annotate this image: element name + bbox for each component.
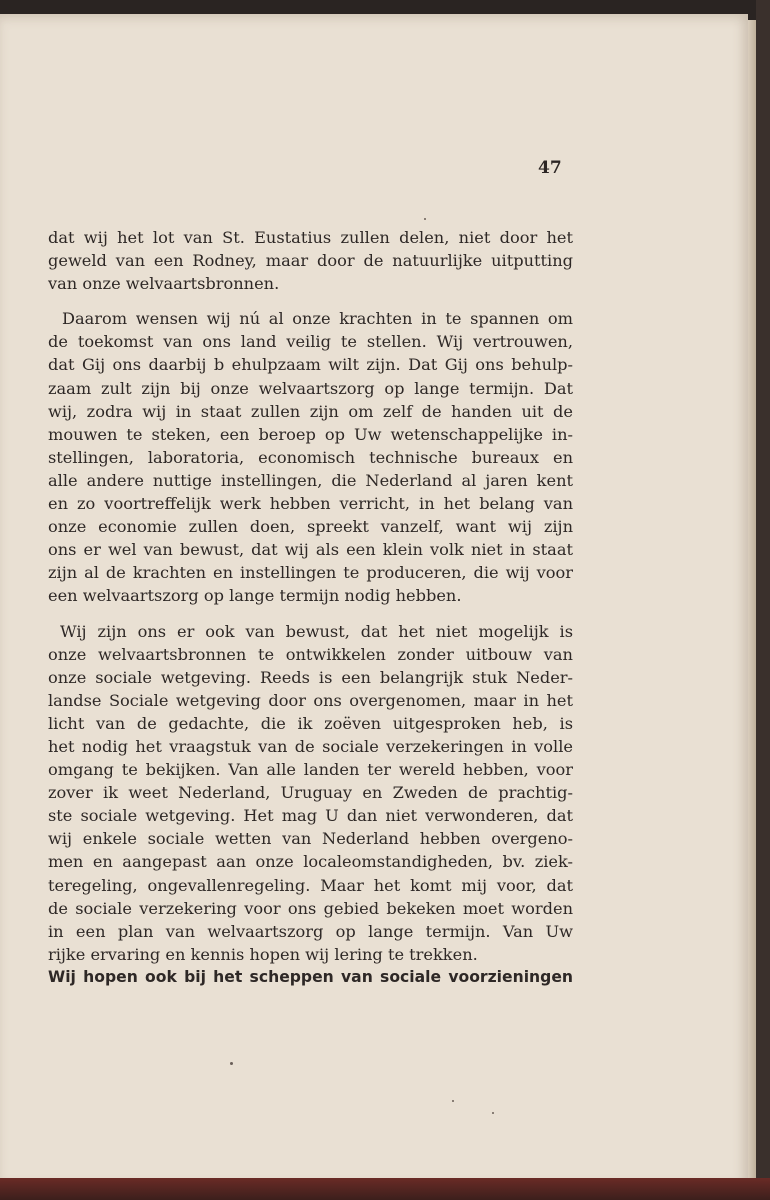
text-line: licht van de gedachte, die ik zoëven uitgesproken heb, is: [48, 713, 573, 733]
text-line: landse Sociale wetgeving door ons overgenomen, maar in het: [48, 690, 573, 710]
paragraph: [48, 620, 573, 966]
page-number: 47: [538, 158, 562, 178]
page-edge: [748, 20, 756, 1180]
text-line: de toekomst van ons land veilig te stellen. Wij vertrouwen,: [48, 332, 573, 352]
text-line: wij enkele sociale wetten van Nederland hebben overgeno-: [48, 829, 573, 849]
text-line: en zo voortreffelijk werk hebben verricht, in het belang van: [48, 494, 573, 514]
text-line: onze welvaartsbronnen te ontwikkelen zonder uitbouw van: [48, 644, 573, 664]
book-binding: [0, 1178, 770, 1200]
text-line: Daarom wensen wij nú al onze krachten in te spannen om: [62, 309, 573, 329]
text-line: ste sociale wetgeving. Het mag U dan niet verwonderen, dat: [48, 806, 573, 826]
paragraph: [48, 226, 573, 295]
text-line: rijke ervaring en kennis hopen wij lering te trekken.: [48, 944, 478, 964]
text-line: in een plan van welvaartszorg op lange termijn. Van Uw: [48, 921, 573, 941]
paper-speck: [424, 218, 426, 220]
text-line: zijn al de krachten en instellingen te produceren, die wij voor: [48, 563, 573, 583]
text-line: wij, zodra wij in staat zullen zijn om zelf de handen uit de: [48, 401, 573, 421]
text-line: stellingen, laboratoria, economisch technische bureaux en: [48, 447, 573, 467]
text-line: Wij hopen ook bij het scheppen van sociale voorzieningen: [48, 967, 573, 986]
paper-speck: [230, 1062, 233, 1065]
text-line: Wij zijn ons er ook van bewust, dat het niet mogelijk is: [60, 621, 573, 641]
paragraph: [48, 307, 573, 607]
text-line: dat wij het lot van St. Eustatius zullen delen, niet door het: [48, 228, 573, 247]
text-line: ons er wel van bewust, dat wij als een klein volk niet in staat: [48, 540, 573, 560]
text-line: geweld van een Rodney, maar door de natuurlijke uitputting: [48, 251, 573, 271]
text-line: men en aangepast aan onze localeomstandigheden, bv. ziek-: [48, 852, 573, 872]
paper-speck: [452, 1100, 454, 1102]
text-line: zaam zult zijn bij onze welvaartszorg op lange termijn. Dat: [48, 378, 573, 398]
text-line: onze sociale wetgeving. Reeds is een belangrijk stuk Neder-: [48, 667, 573, 687]
text-line: een welvaartszorg op lange termijn nodig hebben.: [48, 586, 462, 606]
text-line: dat Gij ons daarbij b ehulpzaam wilt zijn. Dat Gij ons behulp-: [48, 355, 573, 375]
text-line: zover ik weet Nederland, Uruguay en Zweden de prachtig-: [48, 783, 573, 803]
text-line: de sociale verzekering voor ons gebied bekeken moet worden: [48, 898, 573, 918]
text-line: onze economie zullen doen, spreekt vanzelf, want wij zijn: [48, 517, 573, 537]
text-line: teregeling, ongevallenregeling. Maar het komt mij voor, dat: [48, 875, 573, 895]
text-line: alle andere nuttige instellingen, die Nederland al jaren kent: [48, 470, 573, 490]
paragraph: [48, 966, 573, 989]
body-text: [48, 226, 573, 989]
text-line: omgang te bekijken. Van alle landen ter wereld hebben, voor: [48, 760, 573, 780]
paper-speck: [492, 1112, 494, 1114]
text-line: van onze welvaartsbronnen.: [48, 274, 280, 294]
book-spine: [756, 0, 770, 1200]
text-line: het nodig het vraagstuk van de sociale verzekeringen in volle: [48, 736, 573, 756]
text-line: mouwen te steken, een beroep op Uw wetenschappelijke in-: [48, 424, 573, 444]
